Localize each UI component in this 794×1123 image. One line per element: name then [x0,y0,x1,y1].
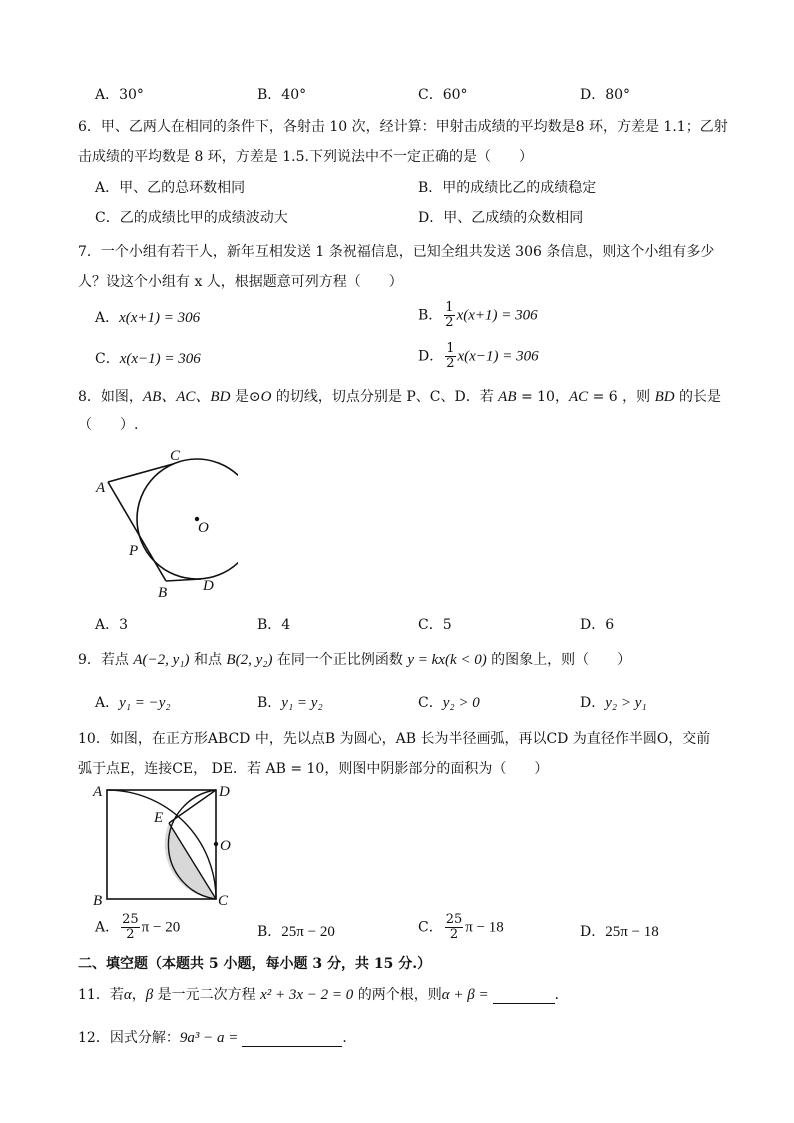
q6-stem-line1: 6．甲、乙两人在相同的条件下，各射击 10 次，经计算：甲射击成绩的平均数是8 环，方差是 1.1；乙射 [78,119,728,135]
q10-option-c-fraction [445,913,464,942]
q7-option-c-label: C． [95,351,120,367]
q11-comma: ， [131,987,146,1003]
q9-option-c [418,692,480,712]
q10-center-dot [214,842,218,846]
q7-option-b-half-num: 1 [445,300,454,315]
q9-option-b-label: B． [257,695,282,711]
q10-option-c-den: 2 [449,927,459,942]
q7-option-c-equation: x(x−1) = 306 [119,351,201,367]
q10-option-d-label: D． [580,924,606,940]
q7-option-b-half [444,301,454,330]
q12-stem [78,1027,356,1047]
q5-option-d: D．80° [580,87,631,103]
q10-option-d [580,921,659,941]
q9-point-a: A(−2, y₁) [133,652,190,668]
q9-option-a [95,692,171,712]
q8-stem-circle-o: O [260,389,272,405]
q7-option-b [418,301,538,330]
q10-option-a-fraction [121,913,140,942]
q10-label-o: O [220,838,231,854]
q7-option-a [95,307,200,327]
q9-function: y = kx(k < 0) [407,652,487,668]
q10-option-b-expr: 25π − 20 [281,924,335,940]
q12-answer-blank[interactable] [242,1030,342,1047]
q9-option-c-label: C． [418,695,443,711]
q8-stem-mid: 是⊙ [230,389,261,405]
q10-option-c [418,913,504,942]
q11-mid: 是一元二次方程 [153,987,261,1003]
q12-post: ． [342,1030,357,1046]
q10-segment-de [169,790,216,823]
q8-segment-bd [166,579,201,581]
q6-stem-line2: 击成绩的平均数是 8 环，方差是 1.5.下列说法中不一定正确的是（ ） [78,149,533,165]
q7-option-b-label: B． [418,307,443,324]
q9-option-d [580,692,647,712]
q8-label-p: P [129,543,139,559]
q6-option-d: D．甲、乙成绩的众数相同 [418,210,584,226]
q10-label-c: C [218,893,229,909]
section-2-title: 二、填空题（本题共 5 小题，每小题 3 分，共 15 分.） [78,956,432,972]
q9-point-b: B(2, y₂) [226,652,273,668]
q9-stem [78,649,631,669]
q7-option-b-half-den: 2 [445,315,454,330]
q7-stem-line2: 人？设这个小组有 x 人，根据题意可列方程（ ） [78,274,403,290]
q11-stem [78,984,569,1004]
q10-label-d: D [219,784,230,800]
q6-option-b: B．甲的成绩比乙的成绩稳定 [418,180,597,196]
q8-option-b: B．4 [257,617,291,633]
q8-circle [137,459,238,579]
q8-stem-mid2: 的切线，切点分别是 P、C、D．若 [271,389,499,405]
q9-option-d-label: D． [580,695,606,711]
q8-option-a: A．3 [95,617,129,633]
q10-option-b-label: B． [257,924,282,940]
q9-stem-post: 的图象上，则（ ） [486,652,632,668]
q10-square-figure [90,780,240,910]
q8-stem-line2: （ ）. [78,417,139,433]
q5-option-c: C．60° [418,87,468,103]
q7-option-d-label: D． [418,348,444,365]
q10-option-b [257,921,335,941]
q7-stem-line1: 7．一个小组有若干人，新年互相发送 1 条祝福信息，已知全组共发送 306 条信息，则这个小组有多少 [78,244,715,260]
q10-option-a [95,913,180,942]
q5-option-a: A．30° [95,87,144,103]
q8-label-o: O [198,520,209,536]
q11-answer-blank[interactable] [493,987,555,1004]
q10-option-c-tail: π − 18 [465,919,504,936]
q11-post: ． [554,987,569,1003]
q10-stem-line1: 10．如图，在正方形ABCD 中，先以点B 为圆心，AB 长为半径画弧，再以CD 为直径作半圆O，交前 [78,731,711,747]
q12-pre: 12．因式分解： [78,1030,180,1046]
q10-option-a-tail: π − 20 [141,919,181,936]
q9-option-b-expr: y₁ = y₂ [281,695,323,711]
q10-stem-line2: 弧于点E，连接CE， DE．若 AB = 10，则图中阴影部分的面积为（ ） [78,761,549,777]
q8-stem-eq1: = 10， [516,389,569,405]
q10-option-a-label: A． [95,919,120,936]
q8-segment-ab [108,482,166,581]
q7-option-d-half [445,342,455,371]
q7-option-d-equation: x(x−1) = 306 [457,348,539,365]
q8-label-b: B [158,585,168,601]
q8-option-c: C．5 [418,617,452,633]
q8-stem-pre: 8．如图， [78,389,143,405]
q7-option-b-equation: x(x+1) = 306 [456,307,538,324]
q10-option-c-label: C． [418,919,443,936]
q7-option-a-equation: x(x+1) = 306 [119,310,201,326]
q8-stem-eq2: = 6 ，则 [588,389,655,405]
q5-option-b: B．40° [257,87,307,103]
q8-stem-ac: AC [568,389,589,405]
q6-option-a: A．甲、乙的总环数相同 [95,180,246,196]
q10-option-a-den: 2 [126,927,135,942]
q8-segment-ac [108,464,173,482]
q10-label-a: A [93,784,103,800]
q10-label-e: E [154,810,164,826]
q9-option-d-expr: y₂ > y₁ [605,695,647,711]
q9-option-b [257,692,323,712]
q11-pre: 11．若 [78,987,124,1003]
q7-option-c [95,348,201,368]
q12-expression: 9a³ − a = [179,1030,239,1046]
q8-stem-line1 [78,385,721,406]
q9-stem-mid2: 在同一个正比例函数 [272,652,408,668]
q8-tangent-circle-figure [88,440,238,605]
q9-option-a-label: A． [95,695,120,711]
q7-option-d [418,342,539,371]
q10-option-a-num: 25 [122,912,139,927]
q11-mid2: 的两个根，则 [353,987,442,1003]
q8-stem-math-lines: AB、AC、BD [142,389,231,405]
q7-option-a-label: A． [95,310,120,326]
q11-alpha: α [123,987,132,1003]
q8-label-c: C [170,448,181,464]
q7-option-d-half-num: 1 [446,341,455,356]
q8-option-d: D．6 [580,617,615,633]
q10-label-b: B [93,893,103,909]
q9-stem-mid1: 和点 [189,652,227,668]
q11-sum: α + β = [441,987,489,1003]
q6-option-c: C．乙的成绩比甲的成绩波动大 [95,210,288,226]
q8-stem-ab: AB [498,389,517,405]
q8-label-a: A [96,480,106,496]
q7-option-d-half-den: 2 [446,356,455,371]
q9-option-c-expr: y₂ > 0 [442,695,480,711]
q8-stem-post: 的长是 [674,389,722,405]
q9-option-a-expr: y₁ = −y₂ [119,695,171,711]
q11-beta: β [145,987,154,1003]
q11-equation: x² + 3x − 2 = 0 [260,987,354,1003]
q10-option-c-num: 25 [445,912,463,927]
q8-stem-bd: BD [654,389,675,405]
q8-label-d: D [203,578,214,594]
q9-stem-pre: 9．若点 [78,652,134,668]
q10-option-d-expr: 25π − 18 [605,924,659,940]
